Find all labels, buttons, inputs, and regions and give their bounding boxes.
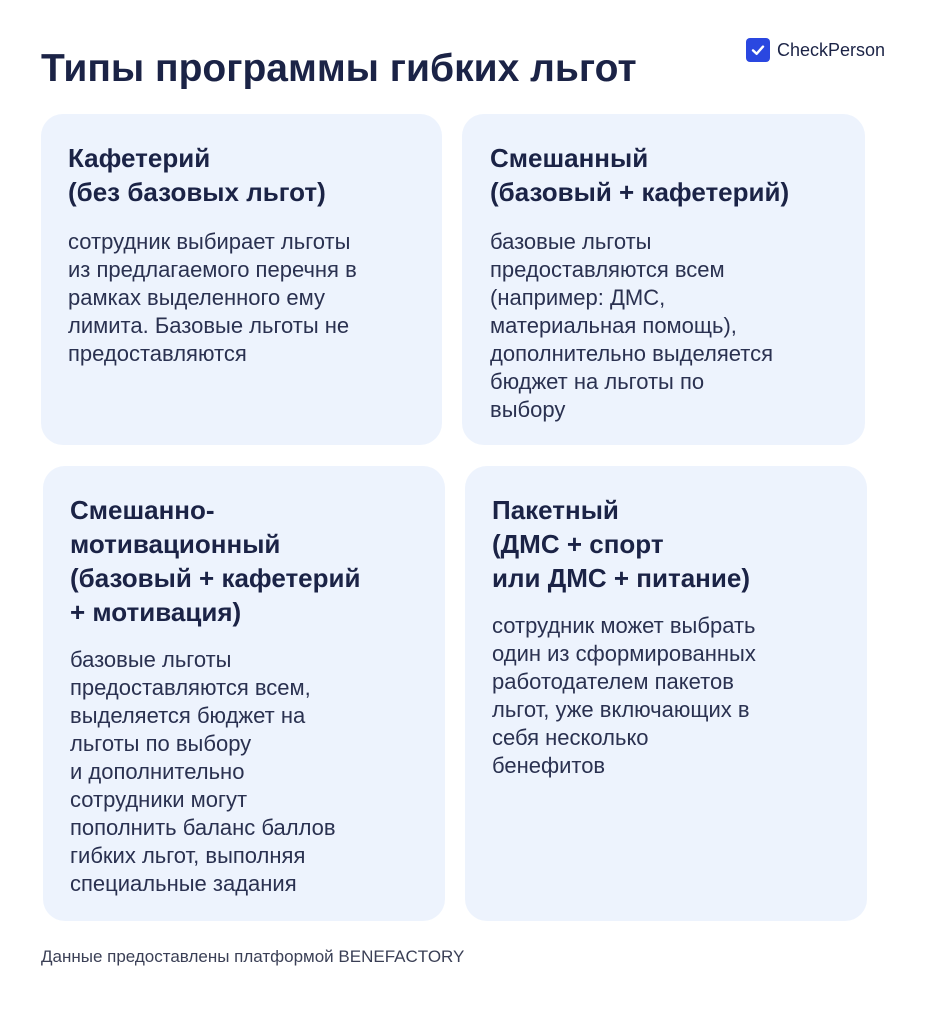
- card-text-line: льгот, уже включающих в: [492, 697, 750, 722]
- card-text-line: материальная помощь),: [490, 313, 737, 338]
- checkbox-icon: [746, 38, 770, 62]
- card-description: [490, 228, 865, 424]
- card-text-line: рамках выделенного ему: [68, 285, 325, 310]
- card-cafeteria: [41, 114, 442, 445]
- card-text-line: работодателем пакетов: [492, 669, 734, 694]
- brand-name: CheckPerson: [777, 39, 886, 60]
- card-mixed: [462, 114, 865, 445]
- card-heading-line: (базовый + кафетерий): [490, 177, 790, 207]
- card-text-line: предоставляются всем: [490, 257, 725, 282]
- card-text-line: сотрудники могут: [70, 787, 248, 812]
- card-text-line: из предлагаемого перечня в: [68, 257, 357, 282]
- card-heading-line: Смешанный: [490, 143, 649, 173]
- footer-note: Данные предоставлены платформой BENEFACTORY: [41, 947, 465, 966]
- card-package: [465, 466, 867, 921]
- card-heading-line: (без базовых льгот): [68, 177, 326, 207]
- card-text-line: базовые льготы: [490, 229, 652, 254]
- card-description: [68, 228, 442, 368]
- card-heading-line: или ДМС + питание): [492, 563, 750, 593]
- card-text-line: пополнить баланс баллов: [70, 815, 336, 840]
- card-text-line: сотрудник выбирает льготы: [68, 229, 351, 254]
- card-heading-line: Смешанно-: [70, 495, 215, 525]
- card-heading-line: (ДМС + спорт: [492, 529, 664, 559]
- card-text-line: один из сформированных: [492, 641, 756, 666]
- card-text-line: базовые льготы: [70, 647, 232, 672]
- card-description: [70, 646, 445, 898]
- page-title: Типы программы гибких льгот: [41, 47, 637, 90]
- card-text-line: льготы по выбору: [70, 731, 252, 756]
- card-heading-line: Пакетный: [492, 495, 619, 525]
- card-heading: [68, 141, 442, 209]
- card-heading: [490, 141, 865, 209]
- card-text-line: бенефитов: [492, 753, 606, 778]
- brand-logo: [746, 38, 885, 62]
- card-text-line: и дополнительно: [70, 759, 245, 784]
- card-heading-line: (базовый + кафетерий: [70, 563, 361, 593]
- card-heading: [70, 493, 445, 629]
- card-text-line: предоставляются: [68, 341, 247, 366]
- card-mixed-motivational: [43, 466, 445, 921]
- card-heading: [492, 493, 867, 595]
- card-text-line: дополнительно выделяется: [490, 341, 773, 366]
- card-heading-line: мотивационный: [70, 529, 281, 559]
- card-heading-line: + мотивация): [70, 597, 242, 627]
- card-text-line: выделяется бюджет на: [70, 703, 306, 728]
- card-text-line: (например: ДМС,: [490, 285, 666, 310]
- card-text-line: выбору: [490, 397, 566, 422]
- card-heading-line: Кафетерий: [68, 143, 211, 173]
- card-text-line: сотрудник может выбрать: [492, 613, 756, 638]
- card-description: [492, 612, 867, 780]
- card-text-line: бюджет на льготы по: [490, 369, 705, 394]
- card-text-line: предоставляются всем,: [70, 675, 311, 700]
- card-text-line: себя несколько: [492, 725, 649, 750]
- card-text-line: специальные задания: [70, 871, 297, 896]
- card-text-line: гибких льгот, выполняя: [70, 843, 306, 868]
- card-text-line: лимита. Базовые льготы не: [68, 313, 350, 338]
